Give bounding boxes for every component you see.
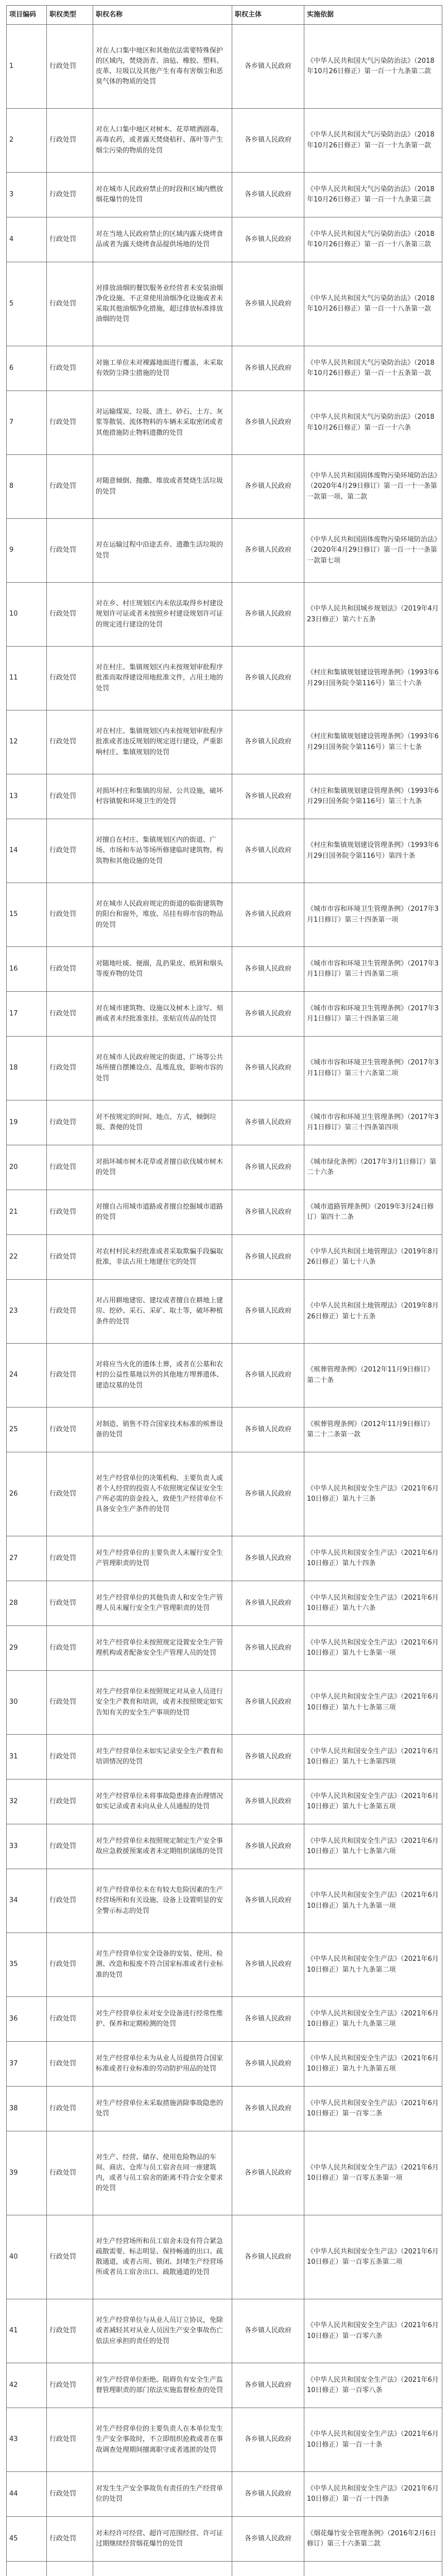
table-row: [7, 883, 442, 947]
cell-name: 对生产经营单位的主要负责人未履行安全生产管理职责的处罚: [93, 1536, 232, 1581]
cell-basis: [304, 2562, 442, 2576]
header-subject: 职权主体: [232, 6, 304, 25]
cell-code: 16: [7, 947, 47, 992]
cell-basis: 《殡葬管理条例》（2012年11月9日修订）第二十条: [304, 1344, 442, 1408]
cell-name: 对生产、经营、储存、使用危险物品的车间、商店、仓库与员工宿舍在同一座建筑内，或者与员工宿舍的距离不符合安全要求的处罚: [93, 2131, 232, 2215]
cell-name: 对生产经营单位未对安全设备进行经常性维护、保养和定期检测的处罚: [93, 1997, 232, 2042]
cell-name: 对运输煤炭、垃圾、渣土、砂石、土方、灰浆等散装、流体物料的车辆未采取密闭或者其他措施防止物料遗撒的处罚: [93, 391, 232, 455]
cell-subject: [232, 2562, 304, 2576]
table-row: [7, 455, 442, 519]
cell-code: 18: [7, 1037, 47, 1100]
cell-name: 对农村村民未经批准或者采取欺骗手段骗取批准，非法占用土地建住宅的处罚: [93, 1235, 232, 1280]
cell-basis: 《中华人民共和国土地管理法》（2019年8月26日修正）第七十五条: [304, 1280, 442, 1344]
cell-subject: 各乡镇人民政府: [232, 217, 304, 262]
table-row: [7, 710, 442, 774]
cell-subject: 各乡镇人民政府: [232, 2472, 304, 2517]
cell-basis: 《中华人民共和国安全生产法》（2021年6月10日修正）第九十九条第五项: [304, 2042, 442, 2087]
table-row: [7, 1037, 442, 1100]
cell-type: 行政处罚: [47, 2363, 93, 2408]
cell-name: 对在城市人民政府规定的街道、广场等公共场所擅自摆摊设点、乱堆乱放，影响市容的处罚: [93, 1037, 232, 1100]
table-row: [7, 1235, 442, 1280]
cell-type: 行政处罚: [47, 109, 93, 173]
cell-type: 行政处罚: [47, 1671, 93, 1735]
cell-code: 45: [7, 2517, 47, 2562]
cell-subject: 各乡镇人民政府: [232, 1235, 304, 1280]
cell-name: 对发生生产安全事故负有责任的生产经营单位的处罚: [93, 2472, 232, 2517]
table-row: [7, 109, 442, 173]
cell-code: 39: [7, 2131, 47, 2215]
table-row: [7, 1536, 442, 1581]
cell-type: 行政处罚: [47, 1933, 93, 1997]
cell-name: 对在当地人民政府禁止的区域内露天烧烤食品或者为露天烧烤食品提供场地的处罚: [93, 217, 232, 262]
cell-basis: 《城市道路管理条例》（2019年3月24日修订）第四十二条: [304, 1190, 442, 1235]
cell-name: 对生产经营单位未按照规定设置安全生产管理机构或者配备安全生产管理人员的处罚: [93, 1626, 232, 1671]
cell-code: 27: [7, 1536, 47, 1581]
cell-name: 对不按规定的时间、地点、方式，倾倒垃圾、粪便的处罚: [93, 1100, 232, 1145]
cell-code: 31: [7, 1735, 47, 1780]
cell-basis: 《中华人民共和国大气污染防治法》（2018年10月26日修正）第一百一十六条: [304, 391, 442, 455]
cell-code: [7, 2562, 47, 2576]
cell-code: 19: [7, 1100, 47, 1145]
cell-name: 对擅自在村庄、集镇规划区内的街道、广场、市场和车站等场所修建临时建筑物、构筑物和其他设施的处罚: [93, 819, 232, 883]
cell-basis: 《中华人民共和国安全生产法》（2021年6月10日修正）第九十六条: [304, 1581, 442, 1626]
cell-basis: 《中华人民共和国安全生产法》（2021年6月10日修正）第一百零五条第一项: [304, 2131, 442, 2215]
cell-basis: 《中华人民共和国土地管理法》（2019年8月26日修正）第七十八条: [304, 1235, 442, 1280]
cell-basis: 《村庄和集镇规划建设管理条例》（1993年6月29日国务院令第116号）第三十七条: [304, 710, 442, 774]
cell-type: 行政处罚: [47, 883, 93, 947]
cell-basis: 《中华人民共和国安全生产法》（2021年6月10日修正）第九十七条第一项: [304, 1626, 442, 1671]
table-row: [7, 391, 442, 455]
cell-basis: 《城市市容和环境卫生管理条例》（2017年3月1日修订）第三十四条第二项: [304, 947, 442, 992]
cell-code: 26: [7, 1452, 47, 1536]
cell-type: 行政处罚: [47, 1100, 93, 1145]
cell-type: 行政处罚: [47, 647, 93, 710]
cell-name: 对生产经营单位的决策机构、主要负责人或者个人经营的投资人不依照规定保证安全生产所必需的资金投入，致使生产经营单位不具备安全生产条件的处罚: [93, 1452, 232, 1536]
cell-code: 10: [7, 583, 47, 647]
cell-type: 行政处罚: [47, 1735, 93, 1780]
cell-code: 13: [7, 774, 47, 819]
cell-subject: 各乡镇人民政府: [232, 1780, 304, 1824]
cell-subject: 各乡镇人民政府: [232, 173, 304, 217]
cell-basis: 《中华人民共和国安全生产法》（2021年6月10日修正）第一百一十四条: [304, 2472, 442, 2517]
cell-type: 行政处罚: [47, 1780, 93, 1824]
cell-code: 4: [7, 217, 47, 262]
table-row: [7, 2517, 442, 2562]
cell-type: 行政处罚: [47, 2299, 93, 2363]
cell-subject: 各乡镇人民政府: [232, 391, 304, 455]
cell-subject: 各乡镇人民政府: [232, 1190, 304, 1235]
table-row: [7, 1581, 442, 1626]
table-row: [7, 1100, 442, 1145]
cell-subject: 各乡镇人民政府: [232, 1344, 304, 1408]
cell-subject: 各乡镇人民政府: [232, 992, 304, 1037]
cell-code: 25: [7, 1408, 47, 1452]
cell-basis: 《烟花爆竹安全管理条例》（2016年2月6日修订）第三十六条第二款: [304, 2517, 442, 2562]
cell-type: 行政处罚: [47, 1869, 93, 1933]
cell-subject: 各乡镇人民政府: [232, 1408, 304, 1452]
table-row: [7, 217, 442, 262]
cell-type: 行政处罚: [47, 1235, 93, 1280]
cell-basis: 《中华人民共和国大气污染防治法》（2018年10月26日修正）第一百一十九条第三款: [304, 173, 442, 217]
cell-code: 23: [7, 1280, 47, 1344]
cell-name: 对占用耕地建窑、建坟或者擅自在耕地上建房、挖砂、采石、采矿、取土等，破坏种植条件的处罚: [93, 1280, 232, 1344]
cell-basis: 《中华人民共和国大气污染防治法》（2018年10月26日修正）第一百一十九条第二款: [304, 25, 442, 109]
cell-basis: 《中华人民共和国大气污染防治法》（2018年10月26日修正）第一百一十九条第一款: [304, 109, 442, 173]
table-row: [7, 1671, 442, 1735]
table-row: [7, 2087, 442, 2131]
cell-name: 对生产经营单位未在有较大危险因素的生产经营场所和有关设施、设备上设置明显的安全警示标志的处罚: [93, 1869, 232, 1933]
cell-name: 对生产经营单位未为从业人员提供符合国家标准或者行业标准的劳动防护用品的处罚: [93, 2042, 232, 2087]
cell-type: 行政处罚: [47, 1581, 93, 1626]
cell-type: 行政处罚: [47, 2517, 93, 2562]
cell-subject: 各乡镇人民政府: [232, 1581, 304, 1626]
header-code: 项目编码: [7, 6, 47, 25]
cell-basis: 《中华人民共和国安全生产法》（2021年6月10日修正）第九十九条第二项: [304, 1933, 442, 1997]
cell-name: 对损坏城市树木花草或者擅自砍伐城市树木的处罚: [93, 1145, 232, 1190]
cell-basis: 《中华人民共和国安全生产法》（2021年6月10日修正）第一百零八条: [304, 2363, 442, 2408]
cell-subject: 各乡镇人民政府: [232, 1933, 304, 1997]
cell-name: 对排放油烟的餐饮服务业经营者未安装油烟净化设施、不正常使用油烟净化设施或者未采取其他油烟净化措施，超过排放标准排放油烟的处罚: [93, 262, 232, 346]
cell-basis: 《村庄和集镇规划建设管理条例》（1993年6月29日国务院令第116号）第三十九条: [304, 774, 442, 819]
cell-type: 行政处罚: [47, 774, 93, 819]
cell-basis: 《城市市容和环境卫生管理条例》（2017年3月1日修订）第三十四条第一项: [304, 883, 442, 947]
table-row: [7, 1780, 442, 1824]
table-row: [7, 519, 442, 583]
cell-name: 对在村庄、集镇规划区内未按规划审批程序批准或者违反规划的规定进行建设，严重影响村庄、集镇规划的处罚: [93, 710, 232, 774]
table-row: [7, 1280, 442, 1344]
cell-code: 17: [7, 992, 47, 1037]
table-row: [7, 1408, 442, 1452]
cell-subject: 各乡镇人民政府: [232, 2087, 304, 2131]
cell-type: 行政处罚: [47, 583, 93, 647]
cell-basis: 《城市市容和环境卫生管理条例》（2017年3月1日修订）第三十四条第四项: [304, 1100, 442, 1145]
cell-name: 对在城市建筑物、设施以及树木上涂写、刻画或者未经批准张挂、张贴宣传品的处罚: [93, 992, 232, 1037]
cell-subject: 各乡镇人民政府: [232, 2042, 304, 2087]
cell-basis: 《村庄和集镇规划建设管理条例》（1993年6月29日国务院令第116号）第四十条: [304, 819, 442, 883]
cell-type: [47, 2562, 93, 2576]
table-row: [7, 2408, 442, 2472]
cell-basis: 《中华人民共和国固体废物污染环境防治法》（2020年4月29日修订）第一百一十一条第一款第七项: [304, 519, 442, 583]
table-row: [7, 2363, 442, 2408]
table-row: [7, 1824, 442, 1869]
cell-type: 行政处罚: [47, 710, 93, 774]
cell-subject: 各乡镇人民政府: [232, 455, 304, 519]
table-row: [7, 2562, 442, 2576]
cell-basis: 《城市绿化条例》（2017年3月1日修订）第二十六条: [304, 1145, 442, 1190]
cell-name: 对生产经营单位的主要负责人在本单位发生生产安全事故时，不立即组织抢救或者在事故调查处理期间擅离职守或者逃匿的处罚: [93, 2408, 232, 2472]
cell-name: 对擅自占用城市道路或者擅自挖掘城市道路的处罚: [93, 1190, 232, 1235]
cell-basis: 《中华人民共和国大气污染防治法》（2018年10月26日修正）第一百一十五条第一款: [304, 346, 442, 391]
table-row: [7, 947, 442, 992]
cell-basis: 《村庄和集镇规划建设管理条例》（1993年6月29日国务院令第116号）第三十六条: [304, 647, 442, 710]
cell-subject: 各乡镇人民政府: [232, 1100, 304, 1145]
cell-subject: 各乡镇人民政府: [232, 519, 304, 583]
table-row: [7, 1997, 442, 2042]
cell-code: 21: [7, 1190, 47, 1235]
cell-code: 15: [7, 883, 47, 947]
cell-name: 对在城市人民政府规定的街道的临街建筑物的阳台和窗外，堆放、吊挂有碍市容的物品的处罚: [93, 883, 232, 947]
cell-basis: 《殡葬管理条例》（2012年11月9日修订）第二十二条第一款: [304, 1408, 442, 1452]
cell-type: 行政处罚: [47, 947, 93, 992]
cell-basis: 《中华人民共和国安全生产法》（2021年6月10日修正）第一百零五条第二项: [304, 2215, 442, 2299]
cell-name: 对在人口集中地区对树木、花草喷洒剧毒、高毒农药，或者露天焚烧秸秆、落叶等产生烟尘污染的物质的处罚: [93, 109, 232, 173]
cell-subject: 各乡镇人民政府: [232, 1145, 304, 1190]
cell-name: 对在运输过程中沿途丢弃、遗撒生活垃圾的处罚: [93, 519, 232, 583]
penalty-list-table: [6, 5, 442, 2576]
cell-code: 9: [7, 519, 47, 583]
cell-name: 对在乡、村庄规划区内未依法取得乡村建设规划许可证或者未按照乡村建设规划许可证的规定进行建设的处罚: [93, 583, 232, 647]
cell-type: 行政处罚: [47, 346, 93, 391]
cell-name: 对在村庄、集镇规划区内未按规划审批程序批准而取得建设用地批准文件，占用土地的处罚: [93, 647, 232, 710]
cell-subject: 各乡镇人民政府: [232, 2299, 304, 2363]
table-row: [7, 583, 442, 647]
cell-code: 34: [7, 1869, 47, 1933]
cell-basis: 《中华人民共和国安全生产法》（2021年6月10日修正）第九十四条: [304, 1536, 442, 1581]
cell-basis: 《中华人民共和国安全生产法》（2021年6月10日修正）第九十七条第六项: [304, 1824, 442, 1869]
cell-name: 对生产经营单位未按照规定制定生产安全事故应急救援预案或者未定期组织演练的处罚: [93, 1824, 232, 1869]
cell-name: 对生产经营单位未如实记录安全生产教育和培训情况的处罚: [93, 1735, 232, 1780]
cell-basis: 《中华人民共和国安全生产法》（2021年6月10日修正）第九十九条第一项: [304, 1869, 442, 1933]
cell-name: 对在城市人民政府禁止的时段和区域内燃放烟花爆竹的处罚: [93, 173, 232, 217]
cell-name: 对生产经营单位拒绝、阻碍负有安全生产监督管理职责的部门依法实施监督检查的处罚: [93, 2363, 232, 2408]
cell-type: 行政处罚: [47, 1408, 93, 1452]
cell-code: 12: [7, 710, 47, 774]
cell-type: 行政处罚: [47, 819, 93, 883]
table-row: [7, 1626, 442, 1671]
cell-subject: 各乡镇人民政府: [232, 2408, 304, 2472]
cell-type: 行政处罚: [47, 1190, 93, 1235]
cell-name: 对损坏村庄和集镇的房屋、公共设施，破坏村容镇貌和环境卫生的处罚: [93, 774, 232, 819]
cell-type: 行政处罚: [47, 2472, 93, 2517]
cell-name: 对生产经营单位的其他负责人和安全生产管理人员未履行安全生产管理职责的处罚: [93, 1581, 232, 1626]
table-row: [7, 2299, 442, 2363]
cell-basis: 《中华人民共和国安全生产法》（2021年6月10日修正）第九十七条第三项: [304, 1671, 442, 1735]
cell-name: [93, 2562, 232, 2576]
cell-name: 对将应当火化的遗体土葬，或者在公墓和农村的公益性墓地以外的其他地方埋葬遗体、建造坟墓的处罚: [93, 1344, 232, 1408]
table-row: [7, 2131, 442, 2215]
table-row: [7, 346, 442, 391]
cell-name: 对制造、销售不符合国家技术标准的殡葬设备的处罚: [93, 1408, 232, 1452]
cell-code: 37: [7, 2042, 47, 2087]
cell-type: 行政处罚: [47, 2408, 93, 2472]
cell-subject: 各乡镇人民政府: [232, 710, 304, 774]
header-row: [7, 6, 442, 25]
table-row: [7, 2215, 442, 2299]
cell-name: 对未经许可经营、超许可范围经营、许可证过期继续经营烟花爆竹的处罚: [93, 2517, 232, 2562]
cell-subject: 各乡镇人民政府: [232, 109, 304, 173]
cell-code: 38: [7, 2087, 47, 2131]
cell-subject: 各乡镇人民政府: [232, 1452, 304, 1536]
cell-code: 43: [7, 2408, 47, 2472]
cell-type: 行政处罚: [47, 1145, 93, 1190]
cell-subject: 各乡镇人民政府: [232, 774, 304, 819]
cell-subject: 各乡镇人民政府: [232, 2363, 304, 2408]
cell-code: 3: [7, 173, 47, 217]
table-row: [7, 262, 442, 346]
cell-type: 行政处罚: [47, 1824, 93, 1869]
cell-subject: 各乡镇人民政府: [232, 819, 304, 883]
cell-type: 行政处罚: [47, 1037, 93, 1100]
cell-code: 35: [7, 1933, 47, 1997]
table-row: [7, 2472, 442, 2517]
cell-code: 11: [7, 647, 47, 710]
cell-type: 行政处罚: [47, 2042, 93, 2087]
cell-subject: 各乡镇人民政府: [232, 262, 304, 346]
cell-name: 对生产经营单位与从业人员订立协议，免除或者减轻其对从业人员因生产安全事故伤亡依法应承担的责任的处罚: [93, 2299, 232, 2363]
cell-code: 5: [7, 262, 47, 346]
cell-code: 8: [7, 455, 47, 519]
cell-basis: 《中华人民共和国安全生产法》（2021年6月10日修正）第一百一十条: [304, 2408, 442, 2472]
cell-type: 行政处罚: [47, 2087, 93, 2131]
cell-code: 7: [7, 391, 47, 455]
cell-basis: 《中华人民共和国安全生产法》（2021年6月10日修正）第九十九条第三项: [304, 1997, 442, 2042]
cell-basis: 《中华人民共和国安全生产法》（2021年6月10日修正）第一百零二条: [304, 2087, 442, 2131]
cell-subject: 各乡镇人民政府: [232, 2215, 304, 2299]
cell-basis: 《中华人民共和国固体废物污染环境防治法》（2020年4月29日修订）第一百一十一条第一款第一项、第二款: [304, 455, 442, 519]
cell-basis: 《中华人民共和国大气污染防治法》（2018年10月26日修正）第一百一十八条第三款: [304, 217, 442, 262]
cell-basis: 《中华人民共和国城乡规划法》（2019年4月23日修正）第六十五条: [304, 583, 442, 647]
cell-name: 对生产经营单位未按照规定对从业人员进行安全生产教育和培训，或者未按照规定如实告知有关的安全生产事项的处罚: [93, 1671, 232, 1735]
cell-name: 对生产经营单位未采取措施消除事故隐患的处罚: [93, 2087, 232, 2131]
cell-type: 行政处罚: [47, 2131, 93, 2215]
cell-type: 行政处罚: [47, 1626, 93, 1671]
cell-type: 行政处罚: [47, 1536, 93, 1581]
cell-basis: 《中华人民共和国安全生产法》（2021年6月10日修正）第九十三条: [304, 1452, 442, 1536]
cell-subject: 各乡镇人民政府: [232, 883, 304, 947]
cell-type: 行政处罚: [47, 1997, 93, 2042]
cell-subject: 各乡镇人民政府: [232, 1997, 304, 2042]
cell-subject: 各乡镇人民政府: [232, 1824, 304, 1869]
cell-code: 22: [7, 1235, 47, 1280]
cell-subject: 各乡镇人民政府: [232, 1735, 304, 1780]
cell-subject: 各乡镇人民政府: [232, 25, 304, 109]
cell-basis: 《中华人民共和国安全生产法》（2021年6月10日修正）第九十七条第四项: [304, 1735, 442, 1780]
table-row: [7, 1933, 442, 1997]
table-row: [7, 1735, 442, 1780]
table-row: [7, 173, 442, 217]
cell-basis: 《中华人民共和国大气污染防治法》（2018年10月26日修正）第一百一十八条第一款: [304, 262, 442, 346]
cell-type: 行政处罚: [47, 2215, 93, 2299]
table-row: [7, 2042, 442, 2087]
cell-type: 行政处罚: [47, 1280, 93, 1344]
cell-code: 6: [7, 346, 47, 391]
table-row: [7, 1190, 442, 1235]
cell-code: 32: [7, 1780, 47, 1824]
cell-type: 行政处罚: [47, 992, 93, 1037]
cell-code: 24: [7, 1344, 47, 1408]
cell-type: 行政处罚: [47, 455, 93, 519]
cell-name: 对生产经营单位安全设备的安装、使用、检测、改造和报废不符合国家标准或者行业标准的处罚: [93, 1933, 232, 1997]
cell-code: 30: [7, 1671, 47, 1735]
cell-basis: 《中华人民共和国安全生产法》（2021年6月10日修正）第九十七条第五项: [304, 1780, 442, 1824]
table-header: [7, 6, 442, 25]
cell-code: 20: [7, 1145, 47, 1190]
cell-name: 对生产经营单位未将事故隐患排查治理情况如实记录或者未向从业人员通报的处罚: [93, 1780, 232, 1824]
cell-subject: 各乡镇人民政府: [232, 947, 304, 992]
cell-basis: 《城市市容和环境卫生管理条例》（2017年3月1日修订）第三十四条第三项: [304, 992, 442, 1037]
cell-subject: 各乡镇人民政府: [232, 346, 304, 391]
cell-code: 1: [7, 25, 47, 109]
cell-type: 行政处罚: [47, 25, 93, 109]
header-basis: 实施依据: [304, 6, 442, 25]
cell-subject: 各乡镇人民政府: [232, 1626, 304, 1671]
table-row: [7, 992, 442, 1037]
cell-name: 对在人口集中地区和其他依法需要特殊保护的区域内，焚烧沥青、油毡、橡胶、塑料、皮革、垃圾以及其他产生有毒有害烟尘和恶臭气体的物质的处罚: [93, 25, 232, 109]
cell-subject: 各乡镇人民政府: [232, 2131, 304, 2215]
cell-subject: 各乡镇人民政府: [232, 1869, 304, 1933]
cell-code: 42: [7, 2363, 47, 2408]
cell-type: 行政处罚: [47, 217, 93, 262]
table-row: [7, 1869, 442, 1933]
cell-code: 40: [7, 2215, 47, 2299]
cell-subject: 各乡镇人民政府: [232, 583, 304, 647]
table-row: [7, 819, 442, 883]
cell-type: 行政处罚: [47, 1344, 93, 1408]
header-type: 职权类型: [47, 6, 93, 25]
cell-subject: 各乡镇人民政府: [232, 1037, 304, 1100]
table-row: [7, 1452, 442, 1536]
cell-type: 行政处罚: [47, 1452, 93, 1536]
cell-name: 对随意倾倒、抛撒、堆放或者焚烧生活垃圾的处罚: [93, 455, 232, 519]
cell-subject: 各乡镇人民政府: [232, 1280, 304, 1344]
cell-basis: 《中华人民共和国安全生产法》（2021年6月10日修正）第一百零六条: [304, 2299, 442, 2363]
table-row: [7, 25, 442, 109]
cell-subject: 各乡镇人民政府: [232, 1671, 304, 1735]
cell-subject: 各乡镇人民政府: [232, 647, 304, 710]
cell-type: 行政处罚: [47, 519, 93, 583]
cell-code: 33: [7, 1824, 47, 1869]
cell-name: 对随地吐痰、便溺，乱扔果皮、纸屑和烟头等废弃物的处罚: [93, 947, 232, 992]
cell-code: 36: [7, 1997, 47, 2042]
table-row: [7, 647, 442, 710]
cell-code: 2: [7, 109, 47, 173]
cell-type: 行政处罚: [47, 173, 93, 217]
cell-code: 28: [7, 1581, 47, 1626]
cell-type: 行政处罚: [47, 262, 93, 346]
cell-code: 14: [7, 819, 47, 883]
cell-basis: 《城市市容和环境卫生管理条例》（2017年3月1日修订）第三十六条第二项: [304, 1037, 442, 1100]
cell-subject: 各乡镇人民政府: [232, 2517, 304, 2562]
cell-name: 对施工单位未对裸露地面进行覆盖，未采取有效防尘降尘措施的处罚: [93, 346, 232, 391]
table-row: [7, 1145, 442, 1190]
cell-code: 29: [7, 1626, 47, 1671]
cell-code: 44: [7, 2472, 47, 2517]
cell-name: 对生产经营场所和员工宿舍未设有符合紧急疏散需要、标志明显、保持畅通的出口、疏散通道，或者占用、锁闭、封堵生产经营场所或者员工宿舍出口、疏散通道的处罚: [93, 2215, 232, 2299]
header-name: 职权名称: [93, 6, 232, 25]
table-body: [7, 25, 442, 2576]
cell-subject: 各乡镇人民政府: [232, 1536, 304, 1581]
table-row: [7, 774, 442, 819]
cell-type: 行政处罚: [47, 391, 93, 455]
cell-code: 41: [7, 2299, 47, 2363]
table-row: [7, 1344, 442, 1408]
